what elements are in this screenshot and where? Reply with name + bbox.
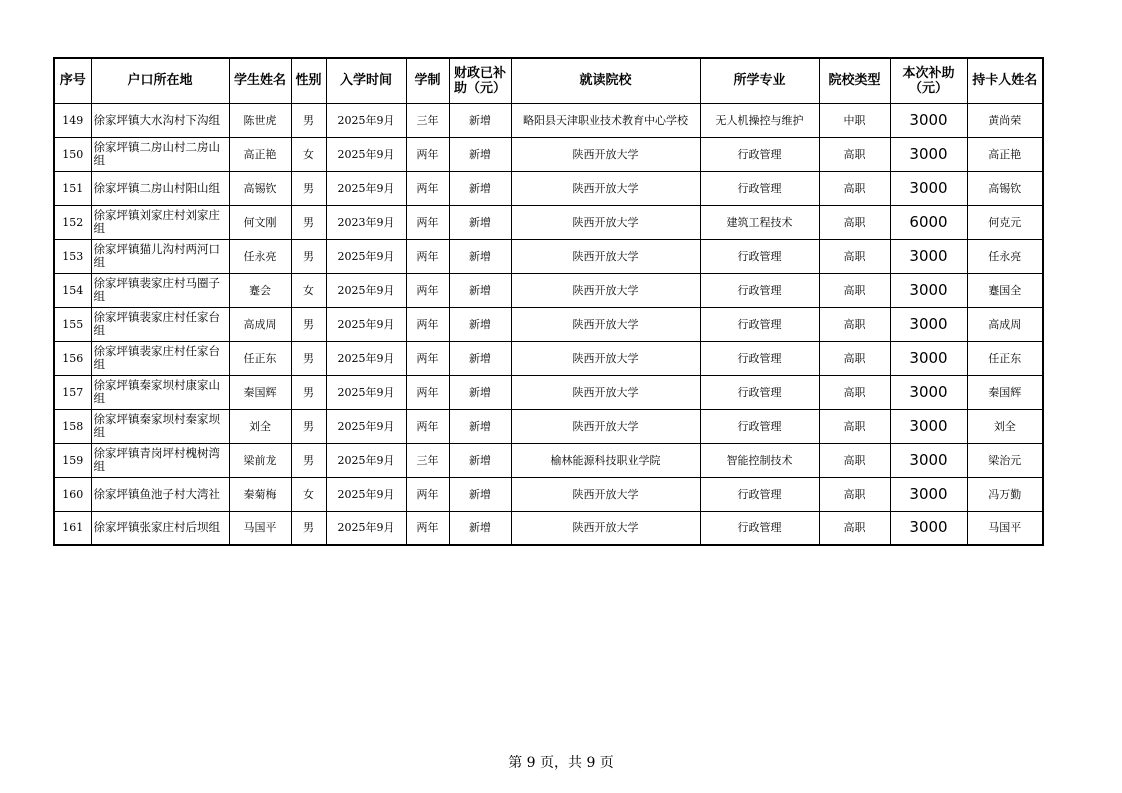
header-cell: 户口所在地	[91, 58, 229, 103]
cell-len: 两年	[406, 137, 449, 171]
cell-fin: 新增	[449, 205, 511, 239]
cell-school: 陕西开放大学	[511, 307, 700, 341]
cell-fin: 新增	[449, 409, 511, 443]
cell-holder: 高正艳	[967, 137, 1043, 171]
cell-sex: 男	[291, 341, 326, 375]
subsidy-table	[53, 57, 1044, 546]
cell-school: 陕西开放大学	[511, 341, 700, 375]
header-cell: 序号	[54, 58, 91, 103]
cell-holder: 秦国辉	[967, 375, 1043, 409]
cell-loc: 徐家坪镇二房山村阳山组	[91, 171, 229, 205]
cell-sex: 男	[291, 239, 326, 273]
cell-loc: 徐家坪镇刘家庄村刘家庄组	[91, 205, 229, 239]
cell-loc: 徐家坪镇二房山村二房山组	[91, 137, 229, 171]
cell-holder: 马国平	[967, 511, 1043, 545]
table-row	[54, 443, 1043, 477]
cell-no: 161	[54, 511, 91, 545]
header-cell: 学生姓名	[229, 58, 291, 103]
page-footer: 第 9 页，共 9 页	[508, 755, 614, 771]
cell-no: 158	[54, 409, 91, 443]
cell-name: 高正艳	[229, 137, 291, 171]
cell-len: 两年	[406, 307, 449, 341]
cell-holder: 高成周	[967, 307, 1043, 341]
cell-len: 两年	[406, 171, 449, 205]
cell-len: 两年	[406, 273, 449, 307]
cell-sex: 男	[291, 443, 326, 477]
cell-major: 行政管理	[700, 511, 819, 545]
header-row	[54, 58, 1043, 103]
table-row	[54, 477, 1043, 511]
cell-sex: 男	[291, 511, 326, 545]
cell-date: 2025年9月	[326, 375, 406, 409]
cell-major: 行政管理	[700, 239, 819, 273]
table-row	[54, 205, 1043, 239]
cell-sex: 女	[291, 137, 326, 171]
cell-name: 陈世虎	[229, 103, 291, 137]
cell-fin: 新增	[449, 103, 511, 137]
cell-sex: 女	[291, 477, 326, 511]
cell-loc: 徐家坪镇张家庄村后坝组	[91, 511, 229, 545]
cell-len: 两年	[406, 375, 449, 409]
cell-len: 三年	[406, 103, 449, 137]
cell-fin: 新增	[449, 443, 511, 477]
cell-loc: 徐家坪镇青岗坪村槐树湾组	[91, 443, 229, 477]
cell-fin: 新增	[449, 307, 511, 341]
table-row	[54, 171, 1043, 205]
cell-no: 153	[54, 239, 91, 273]
cell-name: 蹇会	[229, 273, 291, 307]
cell-len: 两年	[406, 239, 449, 273]
table-body	[54, 103, 1043, 545]
table-row	[54, 511, 1043, 545]
cell-school: 陕西开放大学	[511, 477, 700, 511]
cell-fin: 新增	[449, 375, 511, 409]
cell-type: 高职	[819, 477, 890, 511]
cell-sex: 男	[291, 205, 326, 239]
table-row	[54, 273, 1043, 307]
cell-date: 2025年9月	[326, 443, 406, 477]
cell-loc: 徐家坪镇鱼池子村大湾社	[91, 477, 229, 511]
cell-name: 刘全	[229, 409, 291, 443]
cell-len: 两年	[406, 205, 449, 239]
cell-major: 行政管理	[700, 375, 819, 409]
cell-date: 2025年9月	[326, 307, 406, 341]
cell-date: 2025年9月	[326, 171, 406, 205]
cell-amt: 3000	[890, 477, 967, 511]
cell-amt: 3000	[890, 273, 967, 307]
cell-school: 陕西开放大学	[511, 205, 700, 239]
cell-type: 高职	[819, 239, 890, 273]
cell-name: 马国平	[229, 511, 291, 545]
cell-school: 陕西开放大学	[511, 375, 700, 409]
cell-no: 156	[54, 341, 91, 375]
cell-holder: 梁治元	[967, 443, 1043, 477]
cell-amt: 6000	[890, 205, 967, 239]
cell-len: 两年	[406, 477, 449, 511]
header-cell: 所学专业	[700, 58, 819, 103]
cell-fin: 新增	[449, 171, 511, 205]
cell-holder: 任正东	[967, 341, 1043, 375]
cell-loc: 徐家坪镇裴家庄村任家台组	[91, 341, 229, 375]
cell-major: 行政管理	[700, 341, 819, 375]
cell-major: 智能控制技术	[700, 443, 819, 477]
cell-name: 任永亮	[229, 239, 291, 273]
cell-school: 陕西开放大学	[511, 239, 700, 273]
cell-major: 行政管理	[700, 409, 819, 443]
cell-school: 陕西开放大学	[511, 171, 700, 205]
header-cell: 学制	[406, 58, 449, 103]
cell-fin: 新增	[449, 137, 511, 171]
cell-name: 何文刚	[229, 205, 291, 239]
cell-fin: 新增	[449, 511, 511, 545]
cell-sex: 男	[291, 375, 326, 409]
cell-sex: 男	[291, 103, 326, 137]
cell-amt: 3000	[890, 443, 967, 477]
cell-name: 梁前龙	[229, 443, 291, 477]
header-cell: 性别	[291, 58, 326, 103]
cell-major: 行政管理	[700, 171, 819, 205]
cell-no: 157	[54, 375, 91, 409]
cell-holder: 高锡钦	[967, 171, 1043, 205]
table-row	[54, 375, 1043, 409]
header-cell: 入学时间	[326, 58, 406, 103]
cell-holder: 何克元	[967, 205, 1043, 239]
header-cell: 财政已补助（元）	[449, 58, 511, 103]
header-cell: 持卡人姓名	[967, 58, 1043, 103]
cell-amt: 3000	[890, 307, 967, 341]
cell-date: 2025年9月	[326, 477, 406, 511]
cell-loc: 徐家坪镇秦家坝村秦家坝组	[91, 409, 229, 443]
cell-loc: 徐家坪镇秦家坝村康家山组	[91, 375, 229, 409]
cell-type: 高职	[819, 307, 890, 341]
cell-major: 行政管理	[700, 477, 819, 511]
table-row	[54, 239, 1043, 273]
table-row	[54, 307, 1043, 341]
cell-holder: 任永亮	[967, 239, 1043, 273]
cell-amt: 3000	[890, 375, 967, 409]
cell-sex: 男	[291, 307, 326, 341]
cell-name: 任正东	[229, 341, 291, 375]
cell-date: 2025年9月	[326, 137, 406, 171]
cell-holder: 刘全	[967, 409, 1043, 443]
cell-holder: 蹇国全	[967, 273, 1043, 307]
cell-holder: 冯万勤	[967, 477, 1043, 511]
cell-date: 2025年9月	[326, 341, 406, 375]
cell-type: 高职	[819, 273, 890, 307]
cell-amt: 3000	[890, 103, 967, 137]
cell-major: 建筑工程技术	[700, 205, 819, 239]
table-row	[54, 103, 1043, 137]
cell-amt: 3000	[890, 137, 967, 171]
cell-no: 155	[54, 307, 91, 341]
cell-sex: 女	[291, 273, 326, 307]
table-row	[54, 341, 1043, 375]
cell-school: 陕西开放大学	[511, 511, 700, 545]
cell-amt: 3000	[890, 409, 967, 443]
cell-type: 高职	[819, 205, 890, 239]
cell-no: 152	[54, 205, 91, 239]
cell-len: 两年	[406, 409, 449, 443]
cell-no: 150	[54, 137, 91, 171]
cell-date: 2025年9月	[326, 511, 406, 545]
cell-type: 高职	[819, 137, 890, 171]
cell-len: 两年	[406, 341, 449, 375]
header-cell: 就读院校	[511, 58, 700, 103]
cell-no: 159	[54, 443, 91, 477]
cell-type: 高职	[819, 171, 890, 205]
cell-fin: 新增	[449, 239, 511, 273]
cell-amt: 3000	[890, 239, 967, 273]
cell-type: 高职	[819, 409, 890, 443]
cell-sex: 男	[291, 171, 326, 205]
cell-name: 高锡钦	[229, 171, 291, 205]
cell-school: 榆林能源科技职业学院	[511, 443, 700, 477]
cell-major: 行政管理	[700, 273, 819, 307]
cell-fin: 新增	[449, 341, 511, 375]
cell-len: 两年	[406, 511, 449, 545]
cell-date: 2025年9月	[326, 103, 406, 137]
cell-fin: 新增	[449, 273, 511, 307]
cell-name: 秦菊梅	[229, 477, 291, 511]
cell-amt: 3000	[890, 341, 967, 375]
cell-date: 2023年9月	[326, 205, 406, 239]
cell-type: 高职	[819, 443, 890, 477]
cell-date: 2025年9月	[326, 239, 406, 273]
header-cell: 本次补助（元）	[890, 58, 967, 103]
cell-type: 高职	[819, 511, 890, 545]
cell-len: 三年	[406, 443, 449, 477]
cell-loc: 徐家坪镇猫儿沟村两河口组	[91, 239, 229, 273]
cell-school: 陕西开放大学	[511, 409, 700, 443]
cell-name: 秦国辉	[229, 375, 291, 409]
cell-loc: 徐家坪镇大水沟村下沟组	[91, 103, 229, 137]
cell-major: 无人机操控与维护	[700, 103, 819, 137]
cell-type: 高职	[819, 375, 890, 409]
cell-amt: 3000	[890, 171, 967, 205]
cell-no: 154	[54, 273, 91, 307]
cell-amt: 3000	[890, 511, 967, 545]
cell-name: 高成周	[229, 307, 291, 341]
cell-date: 2025年9月	[326, 273, 406, 307]
cell-date: 2025年9月	[326, 409, 406, 443]
cell-school: 陕西开放大学	[511, 137, 700, 171]
cell-type: 高职	[819, 341, 890, 375]
cell-school: 略阳县天津职业技术教育中心学校	[511, 103, 700, 137]
cell-loc: 徐家坪镇裴家庄村马圈子组	[91, 273, 229, 307]
cell-loc: 徐家坪镇裴家庄村任家台组	[91, 307, 229, 341]
cell-no: 149	[54, 103, 91, 137]
cell-holder: 黄尚荣	[967, 103, 1043, 137]
cell-school: 陕西开放大学	[511, 273, 700, 307]
cell-type: 中职	[819, 103, 890, 137]
cell-sex: 男	[291, 409, 326, 443]
table-row	[54, 137, 1043, 171]
header-cell: 院校类型	[819, 58, 890, 103]
cell-major: 行政管理	[700, 307, 819, 341]
cell-no: 151	[54, 171, 91, 205]
cell-major: 行政管理	[700, 137, 819, 171]
cell-no: 160	[54, 477, 91, 511]
table-row	[54, 409, 1043, 443]
cell-fin: 新增	[449, 477, 511, 511]
